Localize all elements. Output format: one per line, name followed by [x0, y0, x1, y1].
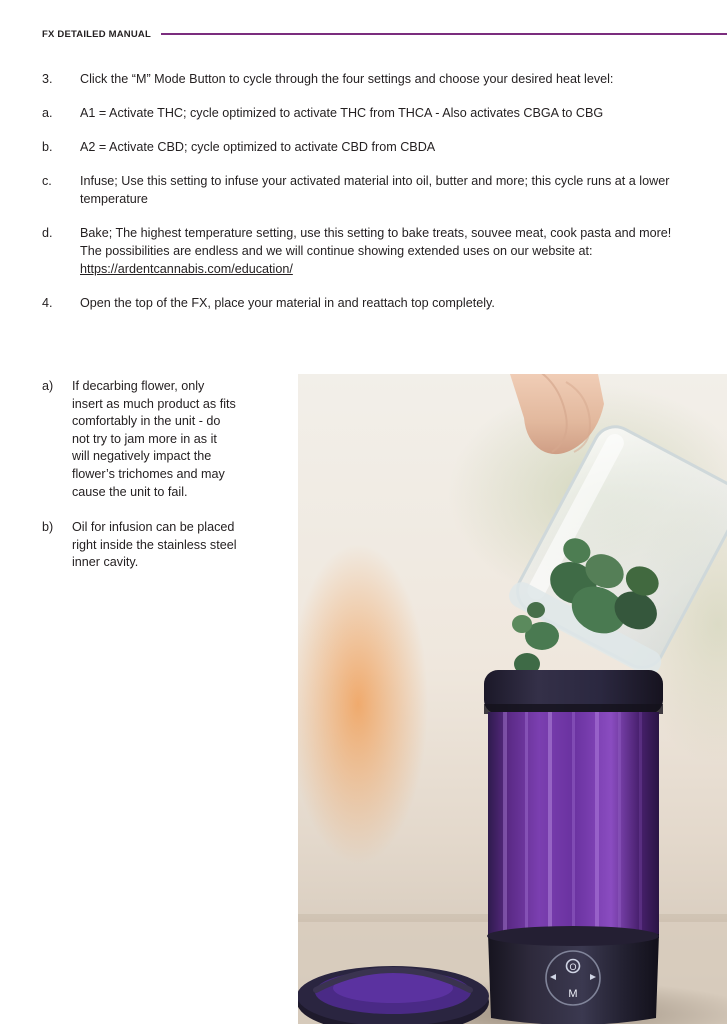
- product-photo-illustration: [298, 374, 727, 1024]
- device-lid: [298, 966, 489, 1024]
- list-item-text: A2 = Activate CBD; cycle optimized to activate CBD from CBDA: [80, 140, 436, 154]
- list-item-marker: c.: [42, 174, 52, 188]
- list-item-marker: 3.: [42, 72, 53, 86]
- list-item: [42, 172, 687, 208]
- list-item-marker: 4.: [42, 296, 53, 310]
- list-item-text: Open the top of the FX, place your material in and reattach top completely.: [80, 296, 495, 310]
- lower-section: [42, 378, 687, 1024]
- header-title: FX DETAILED MANUAL: [42, 28, 151, 40]
- ardent-fx-device: [484, 670, 663, 1024]
- list-item: [42, 378, 237, 501]
- list-item-marker: b): [42, 520, 54, 535]
- list-item-marker: d.: [42, 226, 53, 240]
- education-link[interactable]: https://ardentcannabis.com/education/: [80, 262, 293, 276]
- list-item-text: If decarbing flower, only insert as much product as fits comfortably in the unit - do not try to jam more in as it will negatively impact the flower’s trichomes and may cause the unit to fail.: [72, 379, 236, 499]
- svg-text:O: O: [569, 962, 577, 972]
- list-item-marker: a): [42, 379, 54, 393]
- header-rule: [161, 33, 727, 35]
- page-header: [42, 26, 727, 42]
- list-item-text: Infuse; Use this setting to infuse your activated material into oil, butter and more; this cycle runs at a lower temperature: [80, 174, 670, 206]
- svg-text:M: M: [568, 988, 578, 1000]
- list-item-text: Click the “M” Mode Button to cycle through the four settings and choose your desired heat level:: [80, 72, 614, 86]
- list-item: [42, 294, 687, 312]
- list-item: [42, 224, 687, 278]
- list-item-marker: b.: [42, 140, 53, 154]
- list-item-text-before: Bake; The highest temperature setting, use this setting to bake treats, souvee meat, cook pasta and more! The possibilities are endless and we will continue showing extended uses on our website at:: [80, 226, 672, 258]
- list-item-marker: a.: [42, 106, 53, 120]
- list-item-text: A1 = Activate THC; cycle optimized to activate THC from THCA - Also activates CBGA to CBG: [80, 106, 604, 120]
- list-item-text: [80, 224, 687, 278]
- list-item: [42, 70, 687, 88]
- notes-column: [42, 378, 237, 590]
- product-photo: [298, 374, 727, 1024]
- list-item-text: Oil for infusion can be placed right inside the stainless steel inner cavity.: [72, 520, 237, 570]
- list-item: [42, 104, 687, 122]
- list-item: [42, 138, 687, 156]
- list-item: [42, 519, 237, 572]
- instruction-list: [42, 70, 687, 328]
